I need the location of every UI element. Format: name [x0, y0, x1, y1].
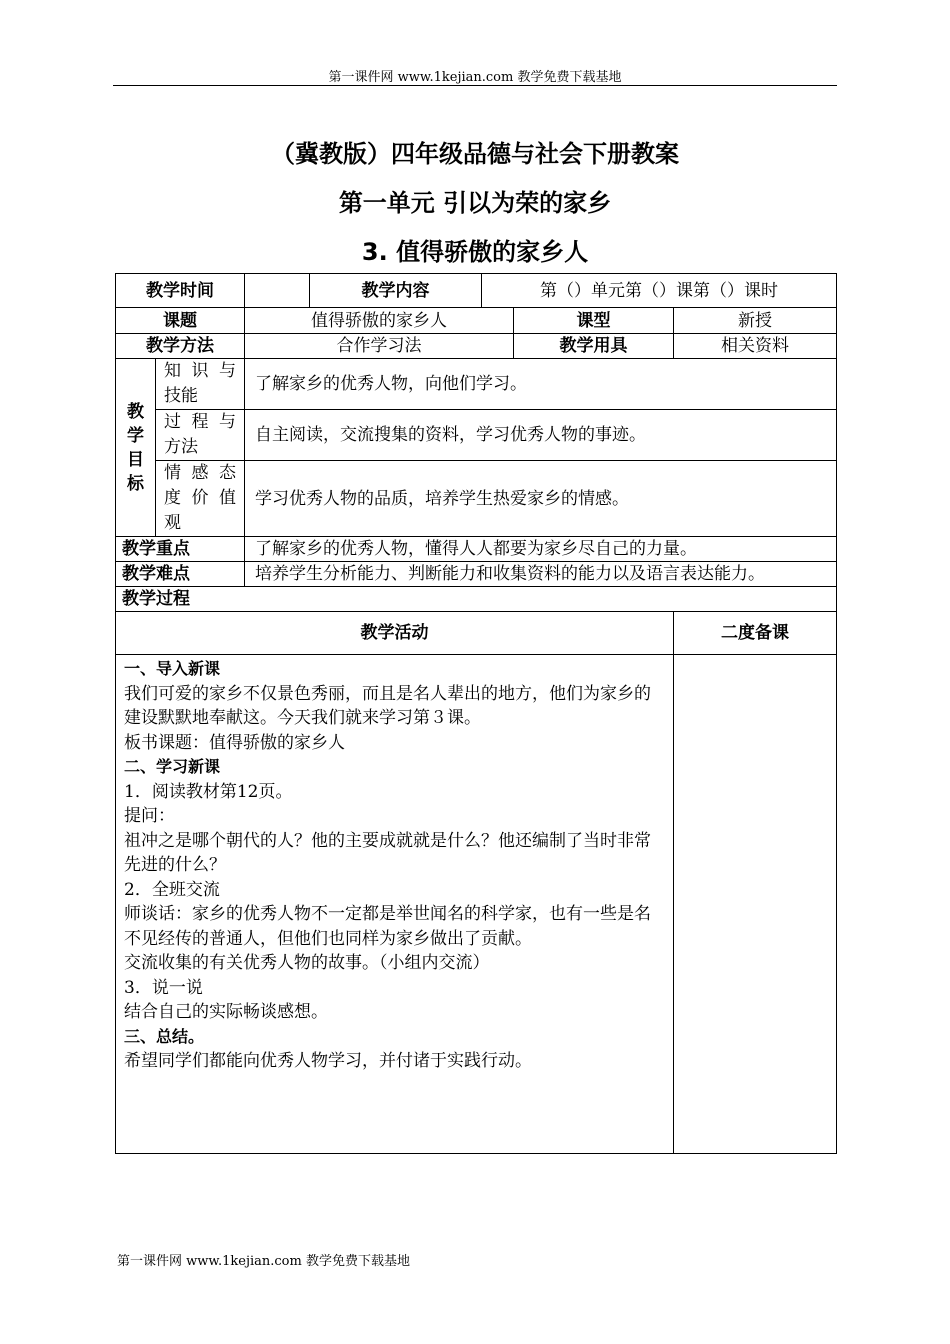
goal-label-line: 知 识 与: [164, 361, 236, 381]
goal-label-line: 观: [164, 513, 181, 533]
goal-attitude-text: 学习优秀人物的品质，培养学生热爱家乡的情感。: [245, 461, 837, 537]
difficulty-label: 教学难点: [116, 562, 245, 587]
goals-label-char: 教: [127, 401, 144, 422]
goal-process-label: [156, 410, 245, 461]
goal-knowledge-label: [156, 359, 245, 410]
goals-label-char: 标: [127, 473, 144, 494]
goal-row-attitude: [116, 461, 837, 537]
activity-content: [116, 655, 674, 1154]
paragraph: 祖冲之是哪个朝代的人？他的主要成就就是什么？他还编制了当时非常先进的什么？: [124, 830, 651, 875]
row-process-headers: [116, 612, 837, 655]
paragraph: 希望同学们都能向优秀人物学习，并付诸于实践行动。: [124, 1051, 532, 1071]
notes-content: [674, 655, 837, 1154]
key-point-text: 了解家乡的优秀人物，懂得人人都要为家乡尽自己的力量。: [245, 537, 837, 562]
page-footer: 第一课件网 www.1kejian.com 教学免费下载基地: [117, 1254, 410, 1269]
goal-label-line: 情 感 态: [164, 463, 236, 483]
type-label: 课型: [514, 308, 674, 334]
time-label: 教学时间: [116, 274, 245, 308]
goals-label: [116, 359, 156, 537]
paragraph: 3．说一说: [124, 977, 203, 998]
process-label: 教学过程: [116, 587, 837, 612]
goals-label-char: 目: [127, 449, 144, 470]
page-header: 第一课件网 www.1kejian.com 教学免费下载基地: [328, 70, 622, 85]
tools-value: 相关资料: [674, 334, 837, 359]
paragraph: 1．阅读教材第12页。: [124, 781, 293, 802]
paragraph: 师谈话：家乡的优秀人物不一定都是举世闻名的科学家，也有一些是名不见经传的普通人，但他们也同样为家乡做出了贡献。: [124, 904, 651, 949]
goal-attitude-label: [156, 461, 245, 537]
lesson-title: 3. 值得骄傲的家乡人: [361, 238, 589, 266]
section-heading: 二、学习新课: [124, 757, 221, 776]
goal-row-knowledge: [116, 359, 837, 410]
paragraph: 交流收集的有关优秀人物的故事。（小组内交流）: [124, 953, 490, 973]
paragraph: 板书课题：值得骄傲的家乡人: [124, 732, 345, 753]
unit-title: 第一单元 引以为荣的家乡: [338, 189, 612, 217]
method-label: 教学方法: [116, 334, 245, 359]
goal-process-text: 自主阅读，交流搜集的资料，学习优秀人物的事迹。: [245, 410, 837, 461]
section-heading: 三、总结。: [124, 1026, 205, 1046]
header-rule: [113, 85, 837, 86]
method-value: 合作学习法: [245, 334, 514, 359]
row-time-content: [116, 274, 837, 308]
notes-header: 二度备课: [674, 612, 837, 655]
key-point-label: 教学重点: [116, 537, 245, 562]
difficulty-text: 培养学生分析能力、判断能力和收集资料的能力以及语言表达能力。: [245, 562, 837, 587]
paragraph: 我们可爱的家乡不仅景色秀丽，而且是名人辈出的地方，他们为家乡的建设默默地奉献这。今天我们就来学习第３课。: [124, 683, 651, 728]
row-process-label: [116, 587, 837, 612]
type-value: 新授: [674, 308, 837, 334]
goal-label-line: 技能: [164, 386, 198, 406]
row-difficulty: [116, 562, 837, 587]
goal-label-line: 方法: [164, 437, 198, 457]
content-value: 第（）单元第（）课第（）课时: [482, 274, 837, 308]
activity-header: 教学活动: [116, 612, 674, 655]
goal-label-line: 度 价 值: [164, 488, 236, 508]
row-method-tools: [116, 334, 837, 359]
paragraph: 结合自己的实际畅谈感想。: [124, 1002, 328, 1022]
paragraph: 2．全班交流: [124, 879, 220, 900]
goal-label-line: 过 程 与: [164, 412, 236, 432]
document-title: （冀教版）四年级品德与社会下册教案: [271, 140, 679, 168]
section-heading: 一、导入新课: [124, 659, 221, 678]
topic-label: 课题: [116, 308, 245, 334]
content-label: 教学内容: [310, 274, 482, 308]
time-value: [245, 274, 310, 308]
row-process-body: [116, 655, 837, 1154]
topic-value: 值得骄傲的家乡人: [245, 308, 514, 334]
tools-label: 教学用具: [514, 334, 674, 359]
goal-row-process: [116, 410, 837, 461]
lesson-plan-table: [115, 273, 837, 1154]
goals-label-char: 学: [127, 425, 144, 446]
paragraph: 提问：: [124, 806, 175, 826]
row-topic-type: [116, 308, 837, 334]
row-key-point: [116, 537, 837, 562]
goal-knowledge-text: 了解家乡的优秀人物，向他们学习。: [245, 359, 837, 410]
